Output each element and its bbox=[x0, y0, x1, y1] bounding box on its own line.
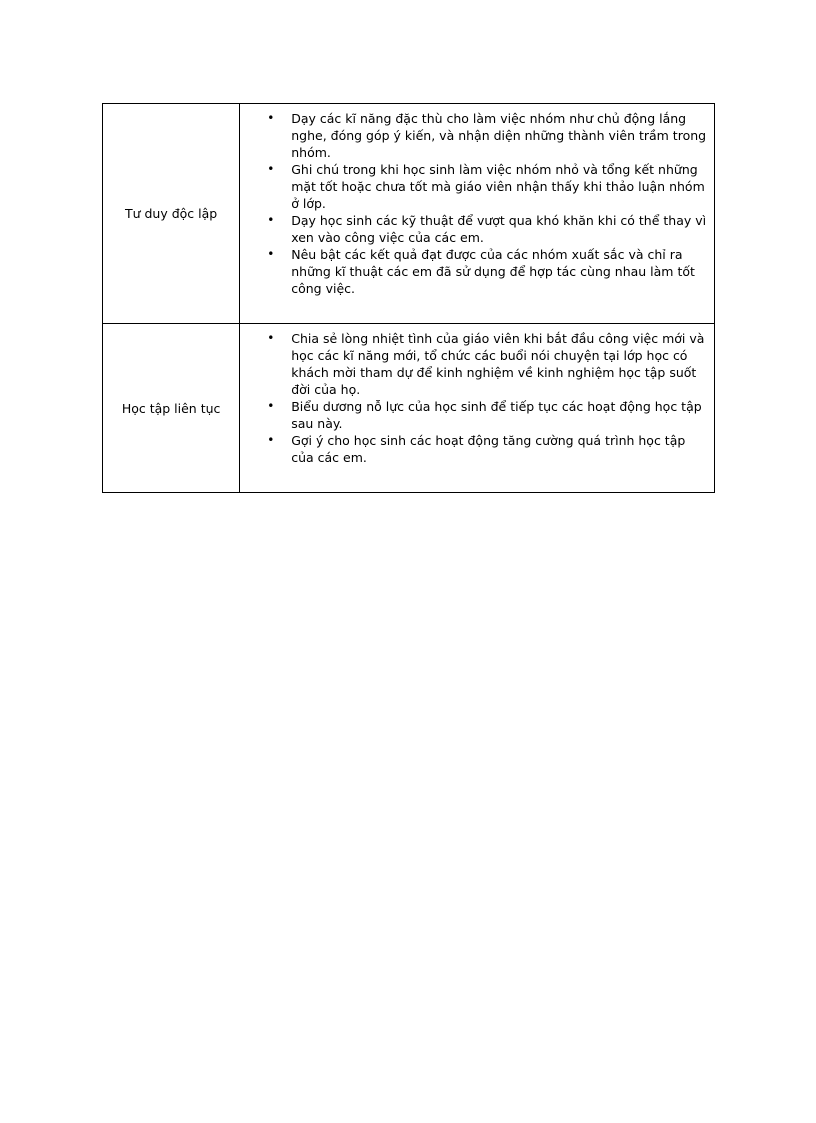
bullet-icon: • bbox=[267, 213, 275, 227]
list-item bbox=[264, 246, 710, 297]
table-row bbox=[103, 324, 715, 493]
bullet-icon: • bbox=[267, 331, 275, 345]
bullet-list bbox=[240, 104, 714, 297]
row-label: Tư duy độc lập bbox=[124, 206, 218, 221]
list-item bbox=[264, 432, 710, 466]
document-table bbox=[102, 103, 715, 493]
bullet-icon: • bbox=[267, 111, 275, 125]
list-item bbox=[264, 212, 710, 246]
list-item bbox=[264, 161, 710, 212]
row-label: Học tập liên tục bbox=[121, 400, 221, 416]
table-row bbox=[103, 104, 715, 324]
bullet-icon: • bbox=[267, 247, 275, 261]
list-item-text: Dạy các kĩ năng đặc thù cho làm việc nhóm như chủ động lắng nghe, đóng góp ý kiến, và nhận diện những thành viên trầm trong nhóm. bbox=[291, 111, 707, 160]
list-item-text: Dạy học sinh các kỹ thuật để vượt qua khó khăn khi có thể thay vì xen vào công việc của các em. bbox=[291, 213, 707, 245]
row-label-cell bbox=[103, 324, 240, 493]
row-content-cell bbox=[240, 104, 715, 324]
list-item bbox=[264, 110, 710, 161]
row-label-cell bbox=[103, 104, 240, 324]
bullet-icon: • bbox=[267, 162, 275, 176]
list-item bbox=[264, 330, 710, 398]
list-item-text: Ghi chú trong khi học sinh làm việc nhóm nhỏ và tổng kết những mặt tốt hoặc chưa tốt mà giáo viên nhận thấy khi thảo luận nhóm ở lớp. bbox=[291, 162, 705, 211]
row-content-cell bbox=[240, 324, 715, 493]
list-item-text: Gợi ý cho học sinh các hoạt động tăng cường quá trình học tập của các em. bbox=[291, 433, 686, 465]
bullet-icon: • bbox=[267, 433, 275, 447]
list-item-text: Nêu bật các kết quả đạt được của các nhóm xuất sắc và chỉ ra những kĩ thuật các em đã sử dụng để hợp tác cùng nhau làm tốt công việc. bbox=[291, 247, 695, 296]
bullet-icon: • bbox=[267, 399, 275, 413]
list-item-text: Chia sẻ lòng nhiệt tình của giáo viên khi bắt đầu công việc mới và học các kĩ năng mới, tổ chức các buổi nói chuyện tại lớp học có khách mời tham dự để kinh nghiệm về kinh nghiệm học tập suốt đời của họ. bbox=[291, 331, 705, 397]
list-item bbox=[264, 398, 710, 432]
bullet-list bbox=[240, 324, 714, 466]
list-item-text: Biểu dương nỗ lực của học sinh để tiếp tục các hoạt động học tập sau này. bbox=[291, 399, 702, 431]
